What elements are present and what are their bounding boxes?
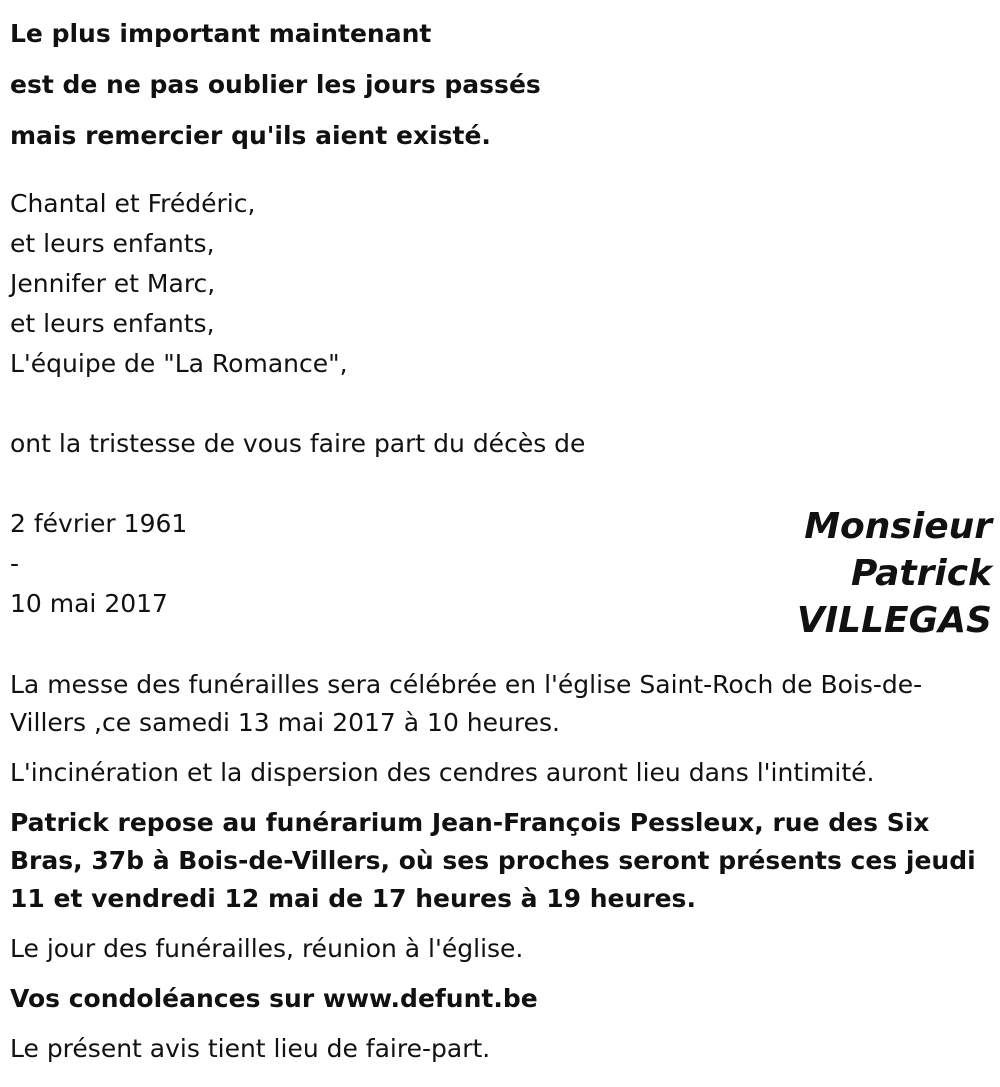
birth-date: 2 février 1961 xyxy=(10,509,188,538)
family-line: Chantal et Frédéric, xyxy=(10,189,256,218)
quote-line: mais remercier qu'ils aient existé. xyxy=(10,121,491,150)
notice-info: Le présent avis tient lieu de faire-part. xyxy=(10,1034,491,1063)
announcement-text: ont la tristesse de vous faire part du décès de xyxy=(10,429,586,458)
deceased-first-name: Patrick xyxy=(851,553,992,594)
epitaph-quote xyxy=(10,0,992,161)
date-separator: - xyxy=(10,549,20,578)
family-line: et leurs enfants, xyxy=(10,229,215,258)
family-line: L'équipe de "La Romance", xyxy=(10,349,348,378)
cremation-info: L'incinération et la dispersion des cendres auront lieu dans l'intimité. xyxy=(10,758,875,787)
death-date: 10 mai 2017 xyxy=(10,589,168,618)
obituary-notice xyxy=(10,0,992,1063)
quote-line: Le plus important maintenant xyxy=(10,19,432,48)
deceased-title: Monsieur xyxy=(804,506,992,547)
visitation-info: Patrick repose au funérarium Jean-François Pessleux, rue des Six Bras, 37b à Bois-de-Villers, où ses proches seront présents ces jeudi 11 et vendredi 12 mai de 17 heures à 19 heures. xyxy=(10,808,976,913)
funeral-details xyxy=(10,666,985,1080)
condolences-info: Vos condoléances sur www.defunt.be xyxy=(10,984,538,1013)
family-line: Jennifer et Marc, xyxy=(10,269,216,298)
family-line: et leurs enfants, xyxy=(10,309,215,338)
meeting-info: Le jour des funérailles, réunion à l'église. xyxy=(10,934,524,963)
life-dates xyxy=(10,504,187,624)
family-list xyxy=(10,184,348,384)
deceased-last-name: VILLEGAS xyxy=(796,600,992,641)
deceased-name xyxy=(797,503,992,644)
quote-line: est de ne pas oublier les jours passés xyxy=(10,70,541,99)
mass-info: La messe des funérailles sera célébrée en l'église Saint-Roch de Bois-de-Villers ,ce samedi 13 mai 2017 à 10 heures. xyxy=(10,670,923,737)
